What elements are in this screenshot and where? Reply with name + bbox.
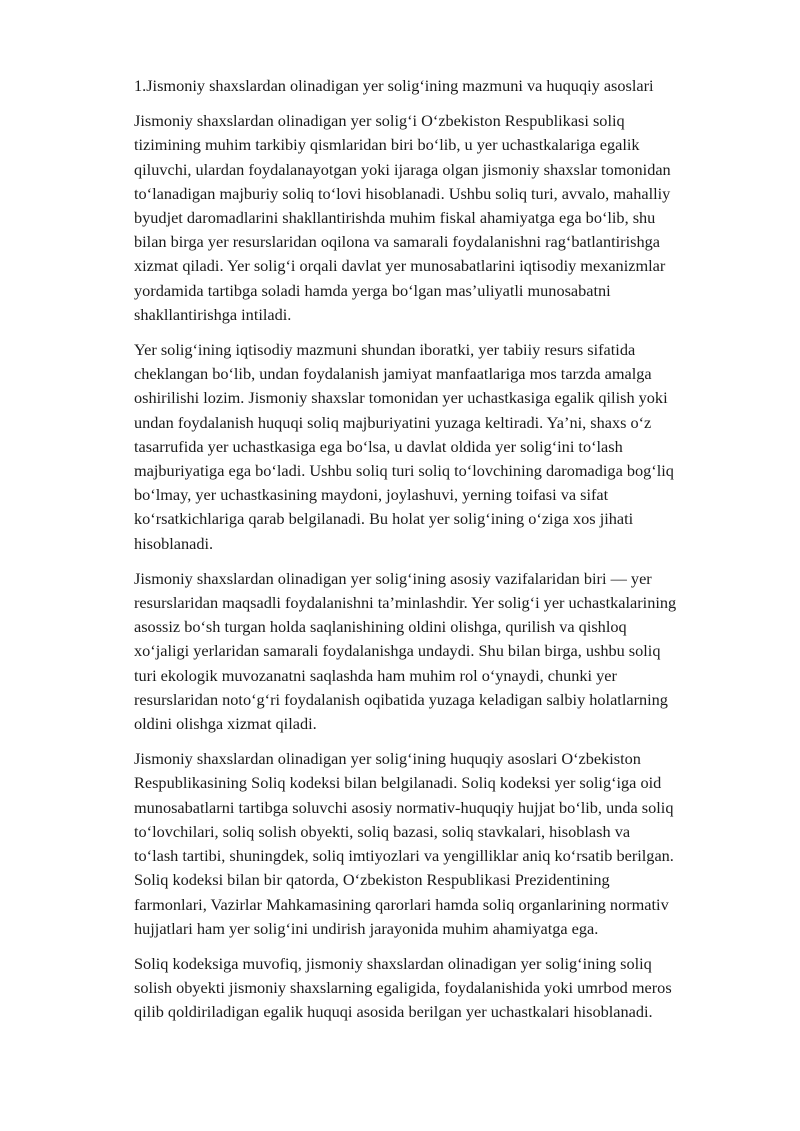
paragraph-line: bilan birga yer resurslaridan oqilona va samarali foydalanishni rag‘batlantirishga (134, 232, 660, 252)
paragraph-line: Respublikasining Soliq kodeksi bilan belgilanadi. Soliq kodeksi yer solig‘iga oid (134, 773, 662, 793)
paragraph-line: yordamida tartibga soladi hamda yerga bo‘lgan mas’uliyatli munosabatni (134, 280, 611, 300)
paragraph-line: cheklangan bo‘lib, undan foydalanish jamiyat manfaatlariga mos tarzda amalga (134, 364, 652, 384)
paragraph-line: hisoblanadi. (134, 533, 214, 553)
document-page (114, 74, 742, 1036)
paragraph-3 (114, 567, 742, 736)
paragraph-line: byudjet daromadlarini shakllantirishda muhim fiskal ahamiyatga ega bo‘lib, shu (134, 208, 656, 228)
paragraph-line: munosabatlarni tartibga soluvchi asosiy normativ-huquqiy hujjat bo‘lib, unda soliq (134, 797, 674, 817)
paragraph-line: to‘lanadigan majburiy soliq to‘lovi hisoblanadi. Ushbu soliq turi, avvalo, mahalliy (134, 183, 671, 203)
paragraph-1 (114, 109, 742, 327)
paragraph-line: resurslaridan maqsadli foydalanishni ta’minlashdir. Yer solig‘i yer uchastkalarining (134, 593, 677, 613)
paragraph-line: undan foydalanish huquqi soliq majburiyatini yuzaga keltiradi. Ya’ni, shaxs o‘z (134, 412, 652, 432)
section-heading: 1.Jismoniy shaxslardan olinadigan yer solig‘ining mazmuni va huquqiy asoslari (134, 76, 654, 95)
paragraph-4 (114, 747, 742, 941)
paragraph-line: Soliq kodeksi bilan bir qatorda, O‘zbekiston Respublikasi Prezidentining (134, 870, 610, 890)
paragraph-line: to‘lovchilari, soliq solish obyekti, soliq bazasi, soliq stavkalari, hisoblash va (134, 821, 631, 841)
paragraph-line: qilib qoldiriladigan egalik huquqi asosida berilgan yer uchastkalari hisoblanadi. (134, 1002, 653, 1022)
paragraph-line: resurslaridan noto‘g‘ri foydalanish oqibatida yuzaga keladigan salbiy holatlarning (134, 689, 668, 709)
paragraph-line: asossiz bo‘sh turgan holda saqlanishining oldini olishga, qurilish va qishloq (134, 617, 627, 637)
paragraph-line: xo‘jaligi yerlaridan samarali foydalanishga undaydi. Shu bilan birga, ushbu soliq (134, 641, 661, 661)
paragraph-line: bo‘lmay, yer uchastkasining maydoni, joylashuvi, yerning toifasi va sifat (134, 485, 609, 505)
paragraph-line: solish obyekti jismoniy shaxslarning egaligida, foydalanishida yoki umrbod meros (134, 978, 672, 998)
paragraph-line: xizmat qiladi. Yer solig‘i orqali davlat yer munosabatlarini iqtisodiy mexanizmlar (134, 256, 666, 276)
paragraph-line: ko‘rsatkichlariga qarab belgilanadi. Bu holat yer solig‘ining o‘ziga xos jihati (134, 509, 634, 529)
paragraph-line: tizimining muhim tarkibiy qismlaridan biri bo‘lib, u yer uchastkalariga egalik (134, 135, 640, 155)
paragraph-line: oldini olishga xizmat qiladi. (134, 714, 317, 734)
paragraph-line: oshirilishi lozim. Jismoniy shaxslar tomonidan yer uchastkasiga egalik qilish yoki (134, 388, 668, 408)
paragraph-2 (114, 338, 742, 556)
paragraph-line: tasarrufida yer uchastkasiga ega bo‘lsa, u davlat oldida yer solig‘ini to‘lash (134, 436, 623, 456)
paragraph-line: farmonlari, Vazirlar Mahkamasining qarorlari hamda soliq organlarining normativ (134, 894, 669, 914)
paragraph-line: to‘lash tartibi, shuningdek, soliq imtiyozlari va yengilliklar aniq ko‘rsatib berilgan. (134, 846, 674, 866)
paragraph-line: Jismoniy shaxslardan olinadigan yer solig‘i O‘zbekiston Respublikasi soliq (134, 111, 625, 131)
paragraph-line: shakllantirishga intiladi. (134, 304, 292, 324)
paragraph-line: Jismoniy shaxslardan olinadigan yer solig‘ining asosiy vazifalaridan biri — yer (134, 568, 652, 588)
paragraph-line: turi ekologik muvozanatni saqlashda ham muhim rol o‘ynaydi, chunki yer (134, 665, 617, 685)
paragraph-line: qiluvchi, ulardan foydalanayotgan yoki ijaraga olgan jismoniy shaxslar tomonidan (134, 159, 671, 179)
paragraph-line: hujjatlari ham yer solig‘ini undirish jarayonida muhim ahamiyatga ega. (134, 918, 599, 938)
paragraph-line: Soliq kodeksiga muvofiq, jismoniy shaxslardan olinadigan yer solig‘ining soliq (134, 953, 652, 973)
paragraph-line: majburiyatiga ega bo‘ladi. Ushbu soliq turi soliq to‘lovchining daromadiga bog‘liq (134, 461, 674, 481)
paragraph-5 (114, 952, 742, 1025)
paragraph-line: Yer solig‘ining iqtisodiy mazmuni shundan iboratki, yer tabiiy resurs sifatida (134, 340, 636, 360)
paragraph-line: Jismoniy shaxslardan olinadigan yer solig‘ining huquqiy asoslari O‘zbekiston (134, 749, 641, 769)
